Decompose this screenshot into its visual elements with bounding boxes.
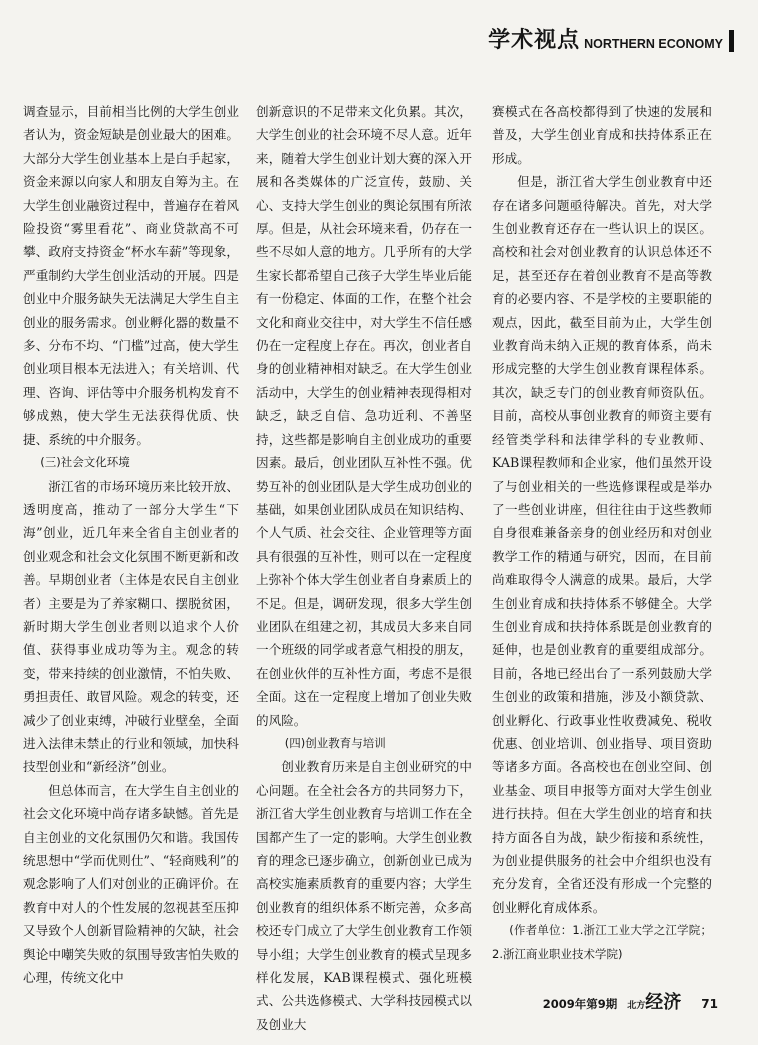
header-bar (729, 30, 734, 52)
page-number: 71 (701, 997, 718, 1011)
section-title-zh: 学术视点 (488, 28, 581, 53)
subsection-heading: (四)创业教育与培训 (284, 735, 386, 750)
author-affiliation: (作者单位：1.浙江工业大学之江学院；2.浙江商业职业技术学院) (492, 923, 712, 961)
issue-label: 2009年第9期 (542, 997, 618, 1011)
magazine-name-big: 经济 (645, 992, 682, 1013)
paragraph: 赛模式在各高校都得到了快速的发展和普及，大学生创业育成和扶持体系正在形成。 (492, 104, 712, 166)
section-title-en: NORTHERN ECONOMY (584, 36, 723, 51)
paragraph: 但总体而言，在大学生自主创业的社会文化环境中尚存诸多缺憾。首先是自主创业的文化氛围仍欠和谐。我国传统思想中“学而优则仕”、“轻商贱利”的观念影响了人们对创业的正确评价。在教育中对人的个性发展的忽视甚至压抑又导致个人创新冒险精神的欠缺，社会舆论中嘲笑失败的氛围导致害怕失败的心理，传统文化中 (23, 782, 239, 986)
text-column-3 (492, 100, 712, 962)
paragraph: 创业教育历来是自主创业研究的中心问题。在全社会各方的共同努力下，浙江省大学生创业教育与培训工作在全国都产生了一定的影响。大学生创业教育的理念已逐步确立，创新创业已成为高校实施素质教育的重要内容；大学生创业教育的组织体系不断完善，众多高校还专门成立了大学生创业教育工作领导小组；大学生创业教育的模式呈现多样化发展，KAB课程模式、强化班模式、公共选修模式、大学科技园模式以及创业大 (256, 759, 472, 1032)
subsection-heading: (三)社会文化环境 (40, 455, 130, 470)
paragraph: 但是，浙江省大学生创业教育中还存在诸多问题亟待解决。首先，对大学生创业教育还存在一些认识上的误区。高校和社会对创业教育的认识总体还不足，甚至还存在着创业教育不是高等教育的必要内容、不是学校的主要职能的观点，因此，截至目前为止，大学生创业教育尚未纳入正规的教育体系，尚未形成完整的大学生创业教育课程体系。其次，缺乏专门的创业教育师资队伍。目前，高校从事创业教育的师资主要有经管类学科和法律学科的专业教师、KAB课程教师和企业家，他们虽然开设了与创业相关的一些选修课程或是举办了一些创业讲座，但往往由于这些教师自身很难兼备亲身的创业经历和对创业教学工作的精通与研究，因而，在目前尚难取得令人满意的成果。最后，大学生创业育成和扶持体系不够健全。大学生创业育成和扶持体系既是创业教育的延伸，也是创业教育的重要组成部分。目前，各地已经出台了一系列鼓励大学生创业的政策和措施，涉及小额贷款、创业孵化、行政事业性收费减免、税收优惠、创业培训、创业指导、项目资助等诸多方面。各高校也在创业空间、创业基金、项目申报等方面对大学生创业进行扶持。但在大学生创业的培育和扶持方面各自为战，缺少衔接和系统性，为创业提供服务的社会中介组织也没有充分发育，全省还没有形成一个完整的创业孵化育成体系。 (492, 174, 712, 915)
text-column-2 (256, 100, 472, 1032)
section-header (488, 30, 734, 52)
magazine-name-small: 北方 (627, 1001, 646, 1011)
magazine-name (627, 988, 681, 1014)
paragraph: 浙江省的市场环境历来比较开放、透明度高，推动了一部分大学生“下海”创业，近几年来全省自主创业者的创业观念和社会文化氛围不断更新和改善。早期创业者（主体是农民自主创业者）主要是为了养家糊口、摆脱贫困，新时期大学生创业者则以追求个人价值、获得事业成功等为主。观念的转变，带来持续的创业激情，不怕失败、勇担责任、敢冒风险。观念的转变，还减少了创业束缚，冲破行业壁垒，全面进入法律未禁止的行业和领域，加快科技型创业和“新经济”创业。 (23, 478, 239, 775)
paragraph: 调查显示，目前相当比例的大学生创业者认为，资金短缺是创业最大的困难。大部分大学生创业基本上是白手起家，资金来源以向家人和朋友自筹为主。在大学生创业融资过程中，普遍存在着风险投资“雾里看花”、商业贷款高不可攀、政府支持资金“杯水车薪”等现象，严重制约大学生创业活动的开展。四是创业中介服务缺失无法满足大学生自主创业的服务需求。创业孵化器的数量不多、分布不均、“门槛”过高，使大学生创业项目根本无法进入；有关培训、代理、咨询、评估等中介服务机构发育不够成熟，使大学生无法获得优质、快捷、系统的中介服务。 (23, 104, 239, 447)
page-footer (543, 988, 718, 1014)
paragraph: 创新意识的不足带来文化负累。其次，大学生创业的社会环境不尽人意。近年来，随着大学生创业计划大赛的深入开展和各类媒体的广泛宣传，鼓励、关心、支持大学生创业的舆论氛围有所浓厚。但是，从社会环境来看，仍存在一些不尽如人意的地方。几乎所有的大学生家长都希望自己孩子大学生毕业后能有一份稳定、体面的工作，在整个社会文化和商业交往中，对大学生不信任感仍在一定程度上存在。再次，创业者自身的创业精神相对缺乏。在大学生创业活动中，大学生的创业精神表现得相对缺乏，缺乏自信、急功近利、不善坚持，这些都是影响自主创业成功的重要因素。最后，创业团队互补性不强。优势互补的创业团队是大学生成功创业的基础，如果创业团队成员在知识结构、个人气质、社会交往、企业管理等方面具有很强的互补性，则可以在一定程度上弥补个体大学生创业者自身素质上的不足。但是，调研发现，很多大学生创业团队在组建之初，其成员大多来自同一个班级的同学或者意气相投的朋友，在创业伙伴的互补性方面，考虑不是很全面。这在一定程度上增加了创业失败的风险。 (256, 104, 472, 728)
text-column-1 (23, 100, 239, 986)
